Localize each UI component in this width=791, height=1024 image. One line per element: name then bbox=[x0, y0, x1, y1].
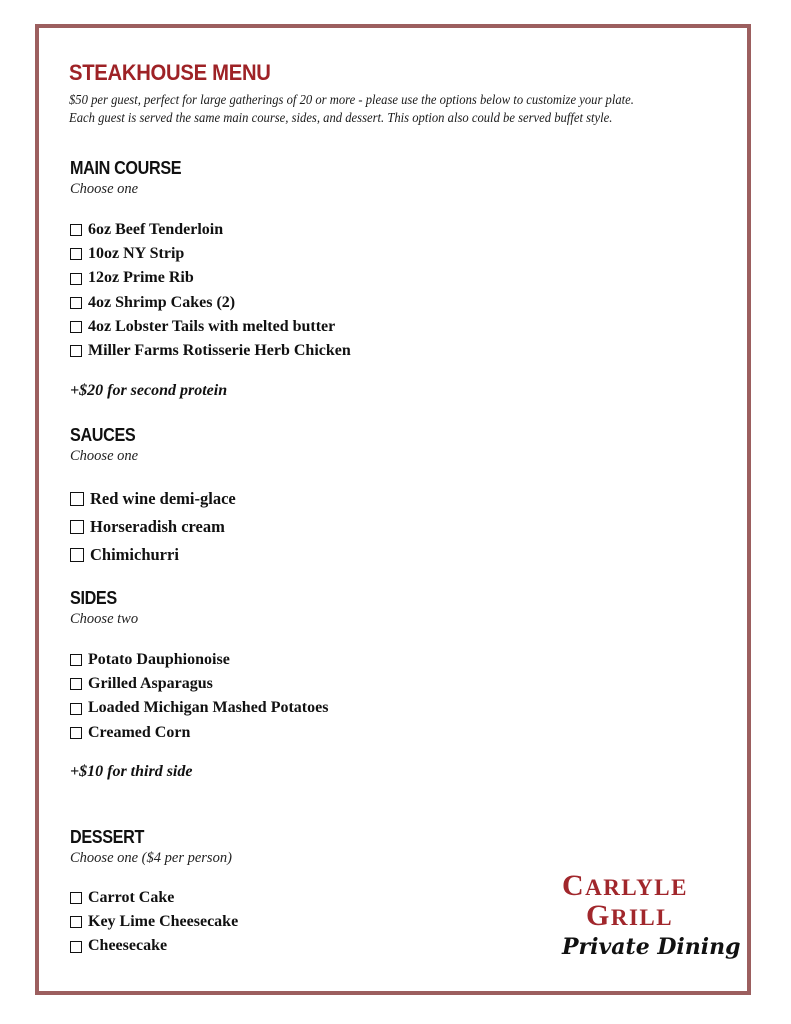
checkbox-icon[interactable] bbox=[70, 224, 82, 236]
sides-instruction: Choose two bbox=[70, 611, 139, 627]
checkbox-icon[interactable] bbox=[70, 654, 82, 666]
list-item[interactable]: Creamed Corn bbox=[70, 721, 328, 745]
main-course-heading: MAIN COURSE bbox=[70, 158, 182, 178]
checkbox-icon[interactable] bbox=[70, 727, 82, 739]
list-item[interactable]: Cheesecake bbox=[70, 934, 238, 958]
checkbox-icon[interactable] bbox=[70, 345, 82, 357]
dessert-heading: DESSERT bbox=[70, 827, 144, 847]
list-item[interactable]: Key Lime Cheesecake bbox=[70, 910, 238, 934]
checkbox-icon[interactable] bbox=[70, 273, 82, 285]
checkbox-icon[interactable] bbox=[70, 297, 82, 309]
logo-grill: GRILL bbox=[586, 899, 674, 932]
checkbox-icon[interactable] bbox=[70, 548, 84, 562]
list-item[interactable]: 12oz Prime Rib bbox=[70, 266, 351, 290]
sides-list bbox=[70, 648, 328, 745]
list-item[interactable]: 4oz Shrimp Cakes (2) bbox=[70, 291, 351, 315]
third-side-note: +$10 for third side bbox=[70, 763, 193, 780]
dessert-instruction: Choose one ($4 per person) bbox=[70, 850, 232, 866]
list-item[interactable]: Miller Farms Rotisserie Herb Chicken bbox=[70, 339, 351, 363]
second-protein-note: +$20 for second protein bbox=[70, 382, 228, 399]
main-course-instruction: Choose one bbox=[70, 181, 139, 197]
sauces-list bbox=[70, 485, 236, 569]
sauces-heading: SAUCES bbox=[70, 425, 136, 445]
checkbox-icon[interactable] bbox=[70, 892, 82, 904]
list-item[interactable]: Horseradish cream bbox=[70, 513, 236, 541]
dessert-list bbox=[70, 886, 238, 959]
checkbox-icon[interactable] bbox=[70, 520, 84, 534]
sauces-instruction: Choose one bbox=[70, 448, 139, 464]
page-title: STEAKHOUSE MENU bbox=[69, 60, 271, 85]
main-course-section bbox=[70, 158, 194, 198]
list-item[interactable]: Red wine demi-glace bbox=[70, 485, 236, 513]
list-item[interactable]: 6oz Beef Tenderloin bbox=[70, 218, 351, 242]
list-item[interactable]: 4oz Lobster Tails with melted butter bbox=[70, 315, 351, 339]
sauces-section bbox=[70, 425, 143, 465]
sides-section bbox=[70, 588, 138, 628]
list-item[interactable]: Loaded Michigan Mashed Potatoes bbox=[70, 696, 328, 720]
main-course-list bbox=[70, 218, 351, 363]
checkbox-icon[interactable] bbox=[70, 916, 82, 928]
list-item[interactable]: Grilled Asparagus bbox=[70, 672, 328, 696]
logo-carlyle: CARLYLE bbox=[562, 869, 688, 902]
carlyle-grill-logo bbox=[562, 869, 741, 960]
checkbox-icon[interactable] bbox=[70, 492, 84, 506]
intro-line-2: Each guest is served the same main course, sides, and dessert. This option also could be served buffet style. bbox=[69, 110, 613, 125]
logo-tagline: Private Dining bbox=[562, 934, 741, 960]
checkbox-icon[interactable] bbox=[70, 678, 82, 690]
dessert-section bbox=[70, 827, 232, 867]
list-item[interactable]: Potato Dauphionoise bbox=[70, 648, 328, 672]
checkbox-icon[interactable] bbox=[70, 321, 82, 333]
checkbox-icon[interactable] bbox=[70, 941, 82, 953]
list-item[interactable]: Carrot Cake bbox=[70, 886, 238, 910]
intro-line-1: $50 per guest, perfect for large gatherings of 20 or more - please use the options below to customize your plate. bbox=[69, 92, 634, 107]
sides-heading: SIDES bbox=[70, 588, 117, 608]
list-item[interactable]: Chimichurri bbox=[70, 541, 236, 569]
checkbox-icon[interactable] bbox=[70, 703, 82, 715]
checkbox-icon[interactable] bbox=[70, 248, 82, 260]
intro-text bbox=[69, 91, 634, 127]
list-item[interactable]: 10oz NY Strip bbox=[70, 242, 351, 266]
